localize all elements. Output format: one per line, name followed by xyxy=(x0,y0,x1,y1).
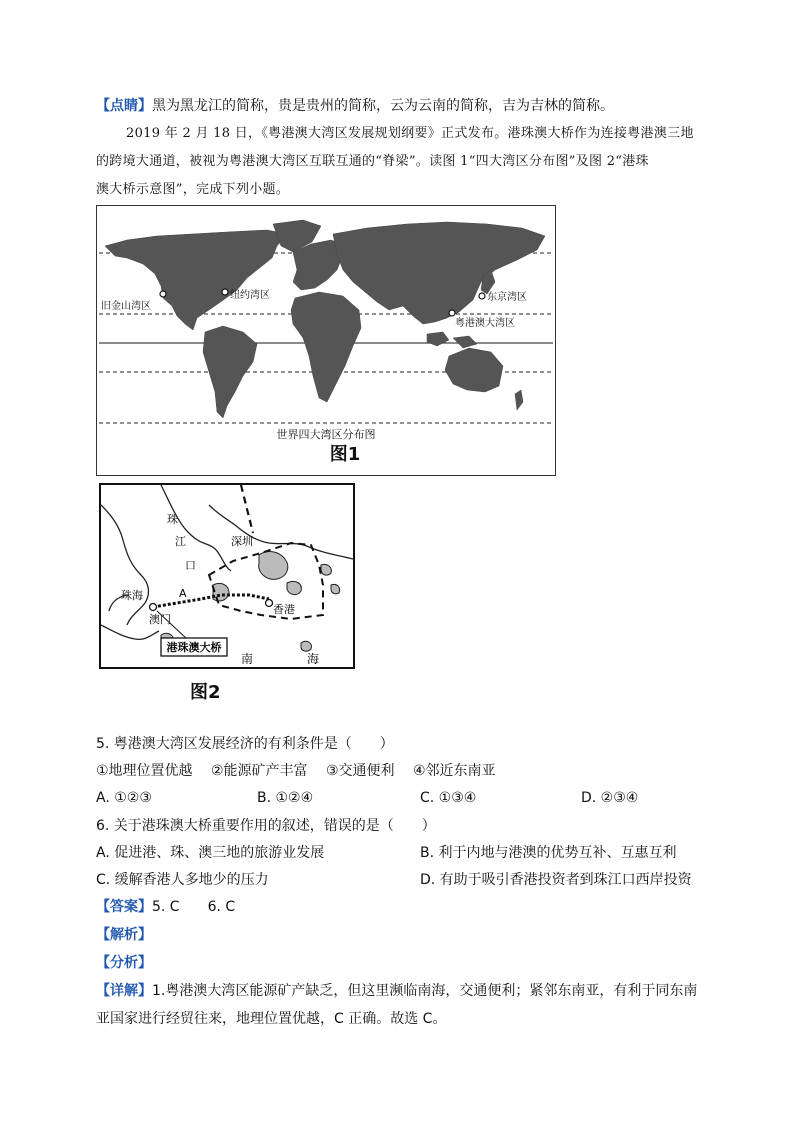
answer-text: 5. C 6. C xyxy=(152,899,236,915)
intro-line-1: 2019 年 2 月 18 日，《粤港澳大湾区发展规划纲要》正式发布。港珠澳大桥作为连接粤港澳三地 xyxy=(126,126,694,141)
detail-line-2: 亚国家进行经贸往来，地理位置优越，C 正确。故选 C。 xyxy=(96,1011,447,1027)
sf-marker-icon xyxy=(160,291,166,297)
dianjing-text: 黑为黑龙江的简称，贵是贵州的简称，云为云南的简称，吉为吉林的简称。 xyxy=(152,98,614,114)
tokyo-bay-label: 东京湾区 xyxy=(487,292,527,303)
label-jiang: 江 xyxy=(175,535,186,548)
tokyo-marker-icon xyxy=(479,293,485,299)
gba-marker-icon xyxy=(449,310,455,316)
south-west-coast xyxy=(101,625,159,639)
q6-option-d: D. 有助于吸引香港投资者到珠江口西岸投资 xyxy=(420,872,692,888)
hk-island-1 xyxy=(259,552,288,580)
figure-1-world-map xyxy=(96,205,556,476)
label-nan: 南 xyxy=(241,652,254,666)
coastlines xyxy=(101,485,353,639)
label-kou: 口 xyxy=(185,559,196,572)
dianjing-paragraph xyxy=(96,96,614,116)
label-zhuhai: 珠海 xyxy=(121,589,143,602)
ny-marker-icon xyxy=(222,289,228,295)
answer-label: 【答案】 xyxy=(96,899,152,915)
q6-option-a: A. 促进港、珠、澳三地的旅游业发展 xyxy=(96,845,325,861)
q6-stem: 6. 关于港珠澳大桥重要作用的叙述，错误的是（ ） xyxy=(96,818,436,834)
label-bridge: 港珠澳大桥 xyxy=(166,641,222,654)
west-coast xyxy=(101,505,148,625)
new-zealand xyxy=(515,390,523,410)
zhuhai-marker-icon xyxy=(150,604,157,611)
figure-2-caption: 图2 xyxy=(190,682,221,703)
q5-option-d: D. ②③④ xyxy=(581,790,639,806)
answer-line xyxy=(96,897,235,917)
australia xyxy=(445,348,503,392)
label-a: A xyxy=(179,587,187,600)
map-title: 世界四大湾区分布图 xyxy=(276,428,376,441)
ny-bay-label: 纽约湾区 xyxy=(230,290,270,301)
detail-label: 【详解】 xyxy=(96,983,152,999)
africa xyxy=(291,292,361,402)
detail-line-1 xyxy=(96,981,697,1001)
sf-bay-label: 旧金山湾区 xyxy=(101,301,151,312)
gba-bay-label: 粤港澳大湾区 xyxy=(455,318,515,329)
q5-stem: 5. 粤港澳大湾区发展经济的有利条件是（ ） xyxy=(96,736,394,752)
label-hai: 海 xyxy=(307,652,320,666)
north-coast xyxy=(209,505,353,559)
label-hongkong: 香港 xyxy=(273,603,295,616)
figure-1-caption: 图1 xyxy=(329,444,361,465)
new-guinea xyxy=(453,336,477,348)
intro-line-2: 的跨境大通道，被视为粤港澳大湾区互联互通的“脊梁”。读图 1“四大湾区分布图”及图 2“港珠 xyxy=(96,154,649,169)
detail-text-1: 1.粤港澳大湾区能源矿产缺乏，但这里濒临南海，交通便利；紧邻东南亚，有利于同东南 xyxy=(152,983,698,999)
analysis-label: 【解析】 xyxy=(96,927,152,943)
fenxi-label: 【分析】 xyxy=(96,955,152,971)
figure-2-bridge-map xyxy=(99,483,355,669)
hk-island-2 xyxy=(287,581,301,594)
indonesia-islands xyxy=(427,332,449,346)
bridge-line xyxy=(153,595,269,607)
q6-option-b: B. 利于内地与港澳的优势互补、互惠互利 xyxy=(420,845,677,861)
bridge-map-svg xyxy=(101,485,353,667)
small-island-4 xyxy=(301,641,311,651)
lantau-island xyxy=(213,583,229,601)
dianjing-label: 【点睛】 xyxy=(96,98,152,114)
q5-items: ①地理位置优越 ②能源矿产丰富 ③交通便利 ④邻近东南亚 xyxy=(96,763,496,779)
intro-line-3: 澳大桥示意图”，完成下列小题。 xyxy=(96,182,290,197)
q6-option-c: C. 缓解香港人多地少的压力 xyxy=(96,872,269,888)
q5-option-b: B. ①②④ xyxy=(257,790,314,806)
estuary-west-bank xyxy=(161,485,231,571)
world-map-svg xyxy=(97,206,555,475)
hongkong-marker-icon xyxy=(266,600,273,607)
asia xyxy=(333,222,545,324)
shenzhen-boundary xyxy=(241,485,253,533)
q5-option-c: C. ①③④ xyxy=(420,790,477,806)
q5-option-a: A. ①②③ xyxy=(96,790,152,806)
small-island-1 xyxy=(321,564,331,575)
label-shenzhen: 深圳 xyxy=(231,535,253,548)
label-macau: 澳门 xyxy=(149,613,171,626)
north-america xyxy=(105,230,287,330)
label-zhu: 珠 xyxy=(167,513,178,526)
small-island-2 xyxy=(331,584,340,593)
